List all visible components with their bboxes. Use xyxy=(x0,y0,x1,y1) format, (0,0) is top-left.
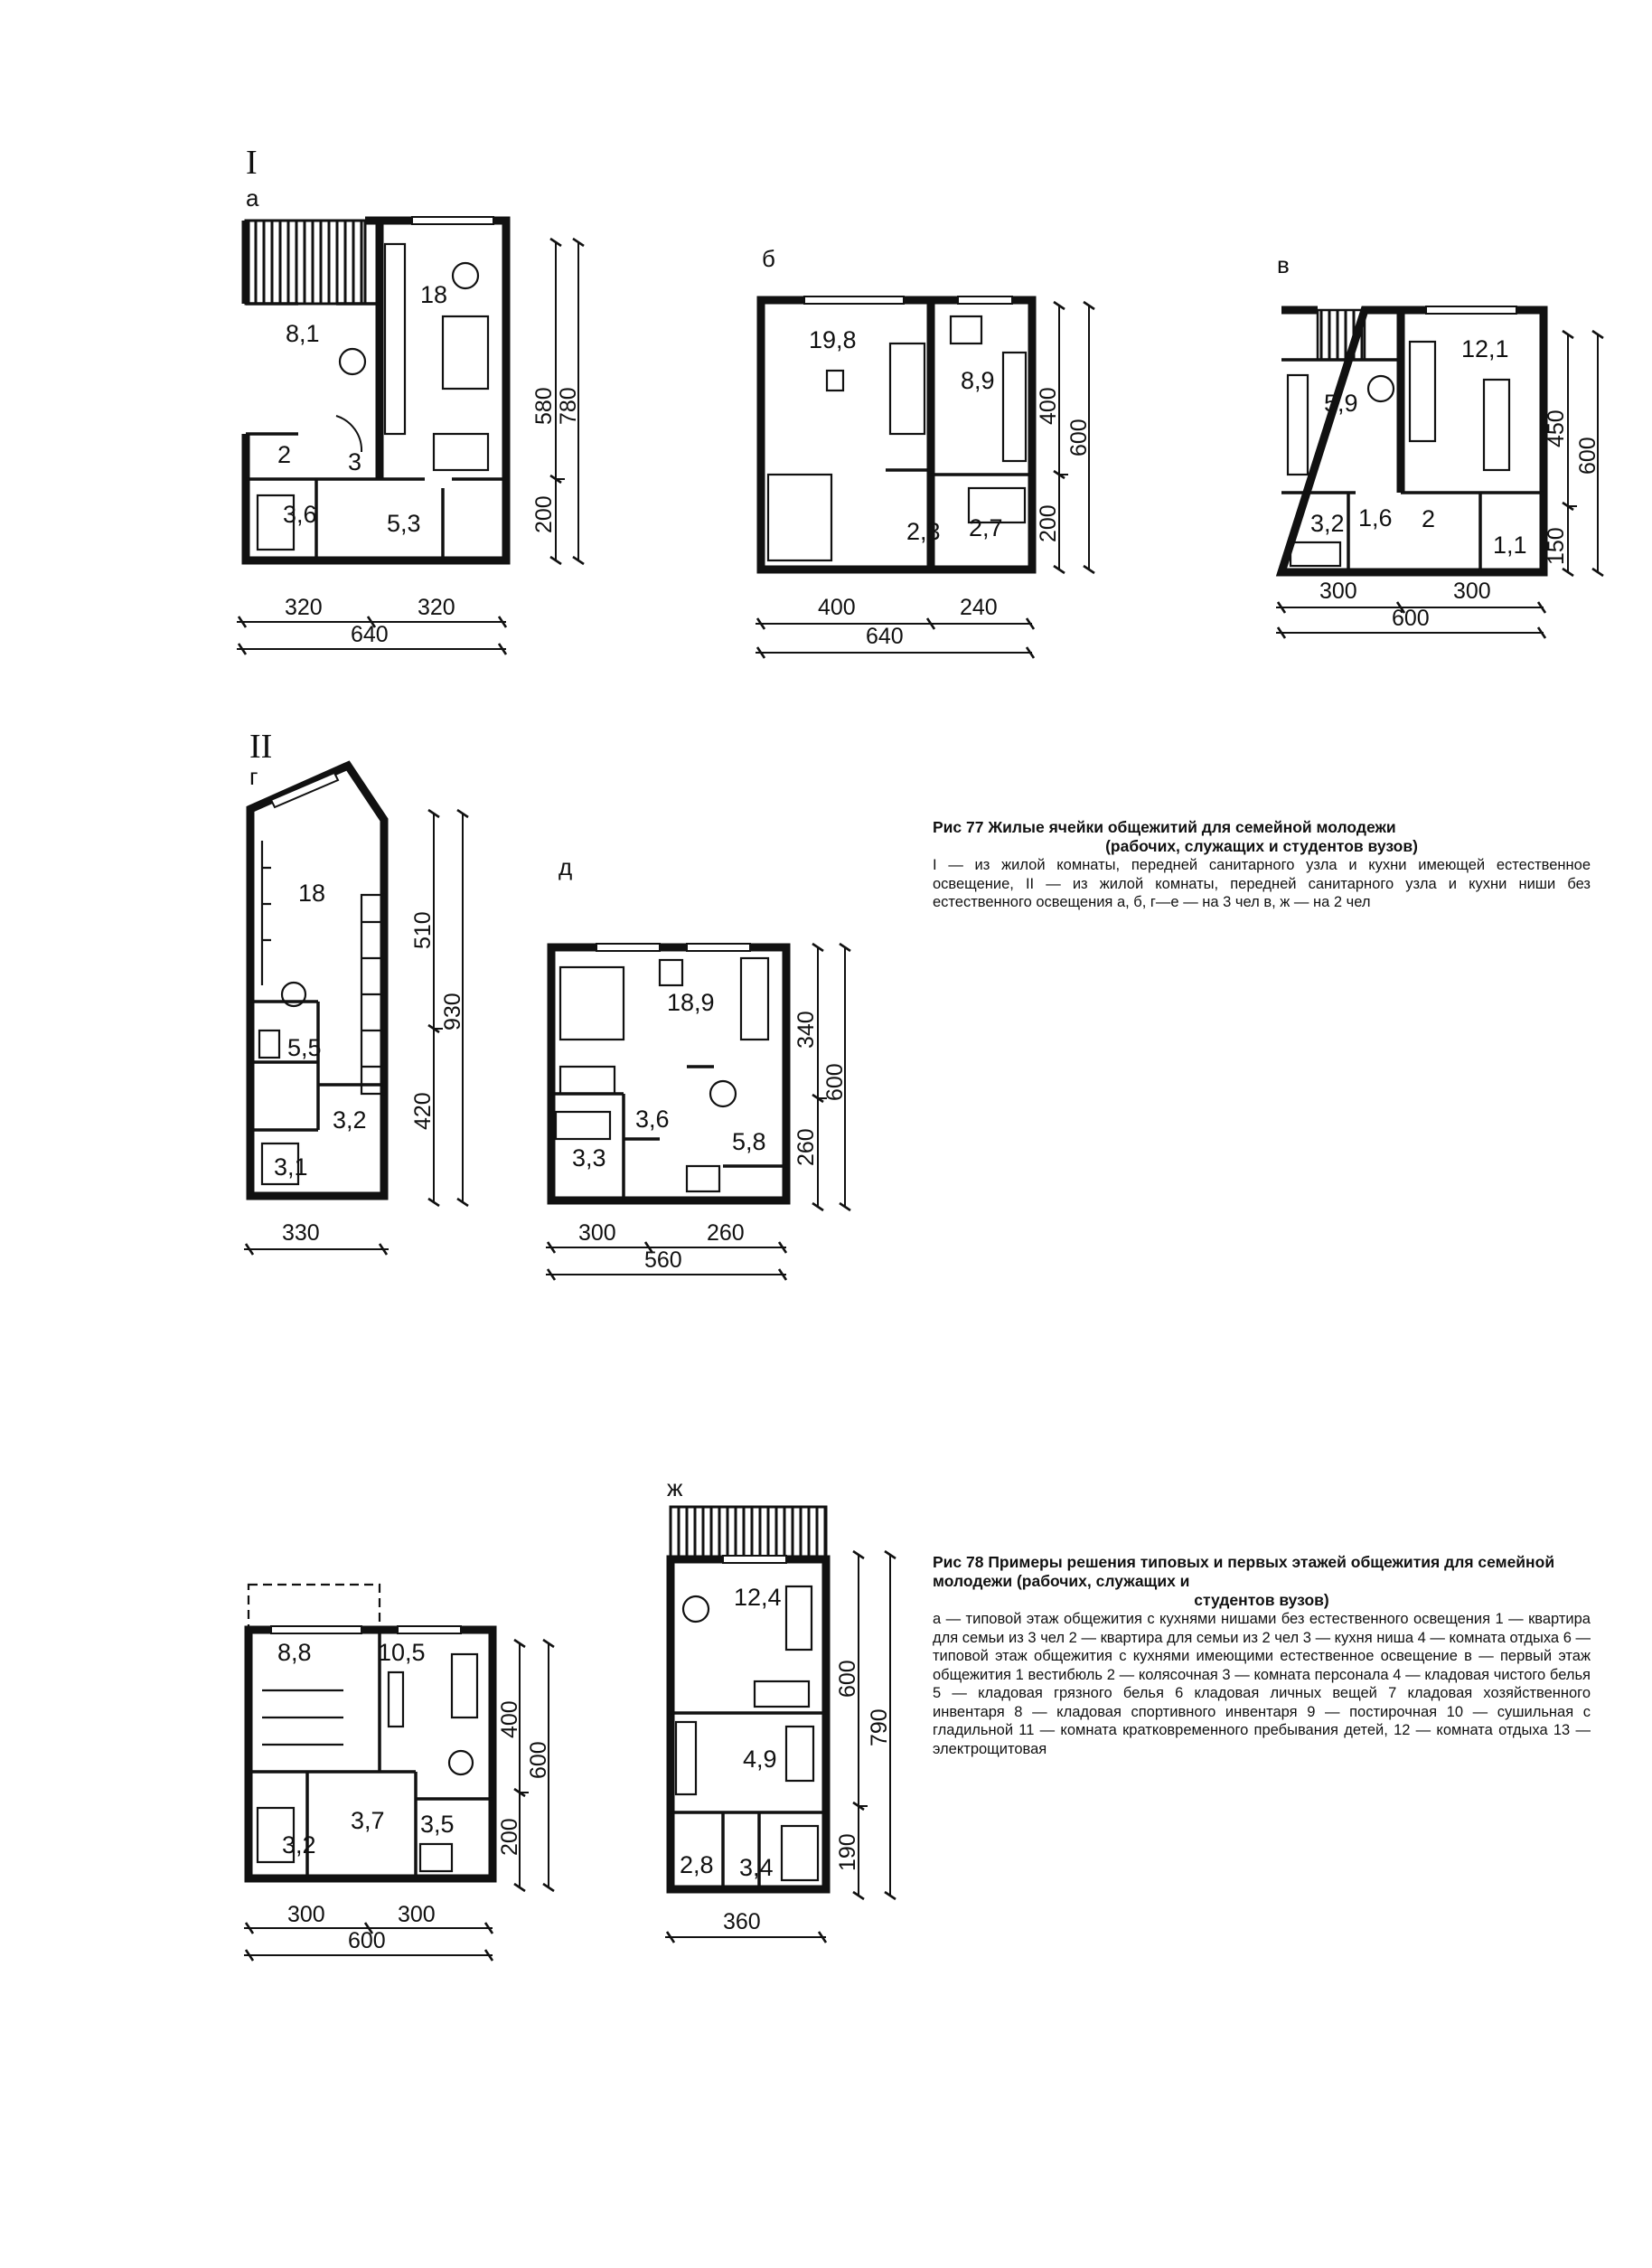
bed xyxy=(560,1067,615,1094)
dim-label: 320 xyxy=(285,595,323,620)
dim-label: 400 xyxy=(818,595,856,620)
dim-label: 400 xyxy=(1036,387,1061,425)
plan-1a xyxy=(237,144,584,654)
room-area: 3,1 xyxy=(274,1153,308,1181)
dim-label: 320 xyxy=(418,595,455,620)
bed xyxy=(560,967,624,1040)
beds xyxy=(262,841,271,985)
kitchen-unit xyxy=(259,1030,279,1058)
caption-body: а — типовой этаж общежития с кухнями нишами без естественного освещения 1 — квартира для семьи из 3 чел 2 — квартира для семьи из 2 чел 3 — кухня ниша 4 — комната отдыха 6 — типовой этаж общежития с кухнями имеющими естественное освещение в — первый этаж общежития 1 вестибюль 2 — колясочная 3 — комната персонала 4 — кладовая чистого белья 5 — кладовая грязного белья 6 кладовая личных вещей 7 кладовая хозяйственного инвентаря 8 — кладовая спортивного инвентаря 9 — постирочная 10 — сушильная с гладильной 11 — комната кратковременного пребывания детей, 12 — комната отдыха 13 — электрощитовая xyxy=(933,1611,1591,1757)
room-area: 2,7 xyxy=(969,514,1003,541)
kitchen-table xyxy=(340,349,365,374)
dim-label: 600 xyxy=(348,1928,386,1953)
sofa xyxy=(385,244,405,434)
caption-title: Рис 77 Жилые ячейки общежитий для семейной молодежи xyxy=(933,818,1396,836)
plan-label-b: б xyxy=(762,245,775,272)
bed xyxy=(755,1681,809,1707)
chair xyxy=(827,371,843,391)
dimension-lines xyxy=(756,306,1089,653)
dim-label: 580 xyxy=(531,387,557,425)
plan-label-d: д xyxy=(558,853,573,880)
room-area: 8,9 xyxy=(961,367,995,394)
room-area: 8,8 xyxy=(277,1639,312,1666)
room-area: 8,1 xyxy=(286,320,320,347)
dim-label: 300 xyxy=(1453,579,1491,604)
dim-label: 340 xyxy=(793,1011,819,1049)
dim-label: 200 xyxy=(1036,504,1061,542)
caption-title: Рис 78 Примеры решения типовых и первых этажей общежития для семейной молодежи (рабочих, служащих и xyxy=(933,1553,1555,1590)
room-area: 3,2 xyxy=(1310,510,1345,537)
room-area: 5,3 xyxy=(387,510,421,537)
room-area: 3,6 xyxy=(635,1106,670,1133)
room-area: 3,7 xyxy=(351,1807,385,1834)
dimension-lines xyxy=(665,1555,890,1937)
figure-77-caption xyxy=(933,818,1591,912)
dim-label: 930 xyxy=(440,993,465,1030)
dim-label: 640 xyxy=(351,622,389,647)
dim-label: 360 xyxy=(723,1909,761,1934)
caption-body: I — из жилой комнаты, передней санитарного узла и кухни имеющей естественное освещение, II — из жилой комнаты, передней санитарного узла и кухни ниши без естественного освещения а, б, г—е — на 3 чел в, ж — на 2 чел xyxy=(933,857,1591,910)
kitchen-table xyxy=(449,1751,473,1774)
group-I-label: I xyxy=(246,144,258,182)
room-area: 19,8 xyxy=(809,326,857,353)
caption-subtitle: студентов вузов) xyxy=(1194,1591,1329,1609)
room-area: 5,8 xyxy=(732,1128,766,1155)
dim-label: 260 xyxy=(707,1220,745,1246)
wardrobe xyxy=(676,1722,696,1794)
beds xyxy=(262,1690,343,1745)
room-area: 10,5 xyxy=(378,1639,426,1666)
sofa xyxy=(452,1654,477,1717)
dim-label: 240 xyxy=(960,595,998,620)
sofa xyxy=(741,958,768,1040)
balcony xyxy=(249,1585,380,1630)
dim-label: 330 xyxy=(282,1220,320,1246)
dimension-ticks xyxy=(757,302,1094,658)
armchair xyxy=(660,960,682,985)
plan-zh xyxy=(665,1474,896,1943)
room-area: 2,3 xyxy=(906,518,941,545)
dim-label: 420 xyxy=(410,1092,436,1130)
dim-label: 450 xyxy=(1544,409,1569,447)
kitchen-unit xyxy=(1288,375,1308,475)
dim-label: 300 xyxy=(287,1902,325,1927)
room-area: 3,2 xyxy=(282,1831,316,1859)
room-area: 2 xyxy=(1422,505,1436,532)
dim-label: 190 xyxy=(835,1833,860,1871)
plan-v xyxy=(1276,251,1603,638)
figure-78-caption xyxy=(933,1553,1591,1758)
room-area: 3,3 xyxy=(572,1144,606,1172)
dim-label: 640 xyxy=(866,624,904,649)
dim-label: 790 xyxy=(867,1708,892,1746)
dim-label: 600 xyxy=(822,1063,848,1101)
room-area: 3,6 xyxy=(283,501,317,528)
dim-label: 400 xyxy=(497,1700,522,1738)
door-swing xyxy=(336,416,361,452)
plan-label-v: в xyxy=(1277,251,1290,278)
balcony-hatch xyxy=(246,221,365,304)
sofa xyxy=(890,343,925,434)
dim-label: 300 xyxy=(398,1902,436,1927)
wardrobe xyxy=(1484,380,1509,470)
wardrobe xyxy=(389,1672,403,1727)
dim-label: 560 xyxy=(644,1247,682,1273)
balcony-hatch xyxy=(671,1507,826,1559)
table xyxy=(683,1596,709,1622)
window xyxy=(723,1556,786,1563)
plan-label-zh: ж xyxy=(667,1474,683,1501)
room-area: 3,2 xyxy=(333,1106,367,1134)
room-area: 18 xyxy=(298,880,326,907)
plan-e xyxy=(244,1585,554,1961)
table xyxy=(443,316,488,389)
kitchen-table xyxy=(951,316,981,343)
dim-label: 600 xyxy=(1066,419,1092,456)
kitchen-unit xyxy=(1003,353,1026,461)
dim-label: 780 xyxy=(556,387,581,425)
room-area: 2,8 xyxy=(680,1851,714,1878)
armchair xyxy=(453,263,478,288)
stove xyxy=(687,1166,719,1191)
dim-label: 200 xyxy=(531,495,557,533)
plan-label-a: а xyxy=(246,184,259,212)
dim-label: 510 xyxy=(410,911,436,949)
stove xyxy=(420,1844,452,1871)
window xyxy=(1426,306,1516,314)
dim-label: 150 xyxy=(1544,527,1569,565)
dim-label: 600 xyxy=(1392,606,1430,631)
dim-label: 600 xyxy=(1575,437,1600,475)
bathtub xyxy=(556,1112,610,1139)
bed xyxy=(768,475,831,560)
room-area: 4,9 xyxy=(743,1746,777,1773)
plan-d xyxy=(546,853,850,1280)
room-area: 12,1 xyxy=(1461,335,1509,362)
group-II-label: II xyxy=(249,728,273,766)
room-area: 3,4 xyxy=(739,1854,774,1881)
dim-label: 200 xyxy=(497,1818,522,1856)
room-area: 5,5 xyxy=(287,1034,322,1061)
window xyxy=(271,773,338,807)
dim-label: 300 xyxy=(1319,579,1357,604)
room-area: 3 xyxy=(348,448,362,475)
plan-b xyxy=(756,245,1094,658)
room-area: 1,6 xyxy=(1358,504,1393,532)
kitchen-unit xyxy=(786,1727,813,1781)
room-area: 12,4 xyxy=(734,1584,782,1611)
bed xyxy=(434,434,488,470)
room-area: 3,5 xyxy=(420,1811,455,1838)
dim-label: 300 xyxy=(578,1220,616,1246)
sofa xyxy=(786,1586,812,1650)
dim-label: 260 xyxy=(793,1128,819,1166)
room-area: 18 xyxy=(420,281,448,308)
sofa xyxy=(1410,342,1435,441)
dim-label: 600 xyxy=(835,1660,860,1698)
room-area: 18,9 xyxy=(667,989,715,1016)
room-area: 5,9 xyxy=(1324,390,1358,417)
room-area: 2 xyxy=(277,441,292,468)
caption-subtitle: (рабочих, служащих и студентов вузов) xyxy=(1105,837,1418,855)
room-area: 1,1 xyxy=(1493,532,1527,559)
bathtub xyxy=(782,1826,818,1880)
plan-g xyxy=(244,728,468,1255)
kitchen-table xyxy=(710,1081,736,1106)
bathtub xyxy=(1291,542,1340,566)
kitchen-table xyxy=(1368,376,1394,401)
plan-label-g: г xyxy=(249,763,258,790)
dim-label: 600 xyxy=(526,1741,551,1779)
inner-partitions xyxy=(886,470,1032,475)
window xyxy=(412,217,493,224)
